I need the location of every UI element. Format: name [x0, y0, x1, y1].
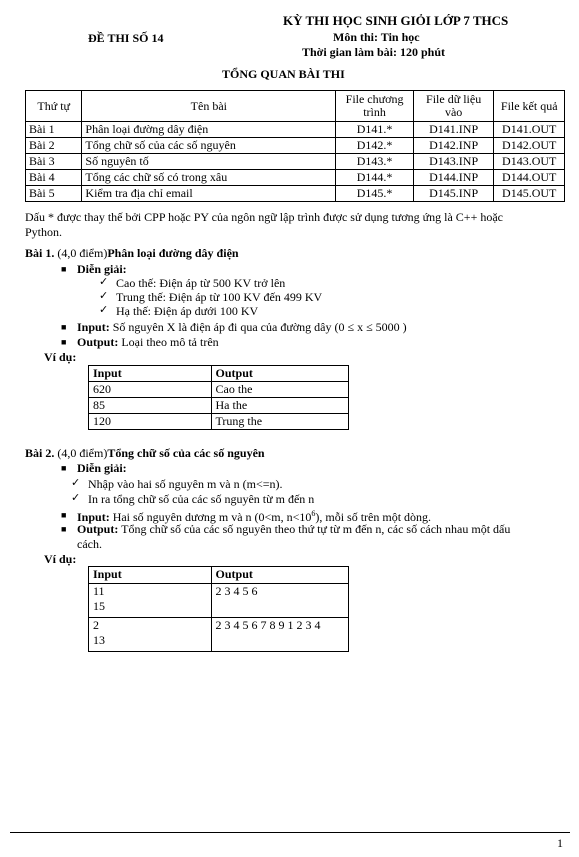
col-program-file: File chương trình [336, 91, 414, 122]
cell: Bài 2 [26, 138, 82, 154]
footer-rule [10, 832, 570, 833]
bai2-title: Tổng chữ số của các số nguyên [107, 446, 265, 460]
col-input: Input [89, 366, 212, 382]
bai2-input-text-end: ), mỗi số trên một dòng. [315, 510, 432, 524]
note-line-2: Python. [25, 225, 63, 239]
contest-title: KỲ THI HỌC SINH GIỎI LỚP 7 THCS [283, 13, 509, 28]
col-name: Tên bài [82, 91, 336, 122]
subject: Môn thi: Tin học [333, 30, 420, 44]
bullet-icon: ■ [61, 337, 67, 347]
bai1-output-label: Output: [77, 335, 119, 349]
cell: D144.* [336, 170, 414, 186]
cell: Bài 1 [26, 122, 82, 138]
cell: Cao the [211, 382, 348, 398]
cell: D141.OUT [494, 122, 565, 138]
bullet-icon: ■ [61, 322, 67, 332]
bai2-input-exponent: 6 [311, 509, 316, 518]
cell: D144.INP [413, 170, 494, 186]
input-line: 11 [93, 584, 105, 598]
bullet-icon: ■ [61, 524, 67, 534]
cell: 85 [89, 398, 212, 414]
bai1-heading [25, 246, 239, 260]
check-icon: ✓ [99, 276, 109, 288]
bai1-explain-item: Cao thế: Điện áp từ 500 KV trở lên [116, 276, 286, 290]
bai1-output-text: Loại theo mô tả trên [121, 335, 219, 349]
bai1-input [77, 320, 407, 334]
input-line: 2 [93, 618, 99, 632]
page-number: 1 [557, 836, 563, 850]
cell: Trung the [211, 414, 348, 430]
cell: 2 3 4 5 6 [211, 584, 348, 618]
example-header-row [89, 366, 349, 382]
cell: 620 [89, 382, 212, 398]
table-row [26, 170, 565, 186]
cell: Tổng các chữ số có trong xâu [82, 170, 336, 186]
cell: Ha the [211, 398, 348, 414]
table-row [89, 414, 349, 430]
cell: Kiểm tra địa chỉ email [82, 186, 336, 202]
cell: D145.* [336, 186, 414, 202]
overview-title: TỔNG QUAN BÀI THI [222, 67, 345, 81]
cell: D143.OUT [494, 154, 565, 170]
bai1-example-label: Ví dụ: [44, 350, 77, 364]
cell: D142.OUT [494, 138, 565, 154]
bai1-explain-item: Trung thế: Điện áp từ 100 KV đến 499 KV [116, 290, 323, 304]
col-output-file: File kết quả [494, 91, 565, 122]
overview-table [25, 90, 565, 202]
input-line: 13 [93, 633, 105, 647]
bai1-input-label: Input: [77, 320, 110, 334]
cell: 120 [89, 414, 212, 430]
col-output: Output [211, 567, 348, 584]
cell [89, 584, 212, 618]
cell: Số nguyên tố [82, 154, 336, 170]
bai1-explain-item: Hạ thế: Điện áp dưới 100 KV [116, 304, 259, 318]
bai2-example-label: Ví dụ: [44, 552, 77, 566]
cell: D145.INP [413, 186, 494, 202]
cell: Bài 5 [26, 186, 82, 202]
overview-header-row [26, 91, 565, 122]
cell: D144.OUT [494, 170, 565, 186]
table-row [89, 618, 349, 652]
cell: D141.INP [413, 122, 494, 138]
check-icon: ✓ [71, 492, 81, 504]
cell: D142.* [336, 138, 414, 154]
cell: D142.INP [413, 138, 494, 154]
time-limit: Thời gian làm bài: 120 phút [302, 45, 446, 59]
cell: Phân loại đường dây điện [82, 122, 336, 138]
bullet-icon: ■ [61, 463, 67, 473]
bai2-output-text-cont: cách. [77, 537, 102, 551]
cell: Tổng chữ số của các số nguyên [82, 138, 336, 154]
bai2-input-label: Input: [77, 510, 110, 524]
cell: Bài 4 [26, 170, 82, 186]
exam-number: ĐỀ THI SỐ 14 [88, 31, 164, 45]
cell [89, 618, 212, 652]
cell: D143.* [336, 154, 414, 170]
col-input-file: File dữ liệu vào [413, 91, 494, 122]
col-order: Thứ tự [26, 91, 82, 122]
table-row [89, 382, 349, 398]
col-input: Input [89, 567, 212, 584]
bai1-title: Phân loại đường dây điện [107, 246, 239, 260]
note-line-1: Dấu * được thay thế bởi CPP hoặc PY của ngôn ngữ lập trình được sử dụng tương ứng là C++ hoặc [25, 210, 503, 224]
bai2-output [77, 522, 510, 536]
table-row [89, 584, 349, 618]
bai2-label: Bài 2. [25, 446, 55, 460]
table-row [26, 186, 565, 202]
cell: D141.* [336, 122, 414, 138]
example-header-row [89, 567, 349, 584]
bai2-points: (4,0 điểm) [57, 446, 108, 460]
bullet-icon: ■ [61, 510, 67, 520]
bai2-explain-item: Nhập vào hai số nguyên m và n (m<=n). [88, 477, 283, 491]
table-row [89, 398, 349, 414]
cell: Bài 3 [26, 154, 82, 170]
bai1-points: (4,0 điểm) [57, 246, 108, 260]
bai2-example-table [88, 566, 349, 652]
bullet-icon: ■ [61, 264, 67, 274]
bai1-output [77, 335, 219, 349]
table-row [26, 138, 565, 154]
bai1-explain-label: Diễn giải: [77, 262, 127, 276]
input-line: 15 [93, 599, 105, 613]
bai1-input-text: Số nguyên X là điện áp đi qua của đường dây (0 ≤ x ≤ 5000 ) [112, 320, 407, 334]
cell: D145.OUT [494, 186, 565, 202]
table-row [26, 122, 565, 138]
bai2-output-label: Output: [77, 522, 119, 536]
bai2-output-text: Tổng chữ số của các số nguyên theo thứ tự từ m đến n, các số cách nhau một dấu [121, 522, 511, 536]
cell: D143.INP [413, 154, 494, 170]
bai2-explain-label: Diễn giải: [77, 461, 127, 475]
bai2-explain-item: In ra tổng chữ số của các số nguyên từ m đến n [88, 492, 315, 506]
cell: 2 3 4 5 6 7 8 9 1 2 3 4 [211, 618, 348, 652]
check-icon: ✓ [99, 290, 109, 302]
bai2-heading [25, 446, 265, 460]
check-icon: ✓ [71, 477, 81, 489]
col-output: Output [211, 366, 348, 382]
table-row [26, 154, 565, 170]
bai2-input-text: Hai số nguyên dương m và n (0<m, n<10 [112, 510, 312, 524]
bai1-example-table [88, 365, 349, 430]
bai1-label: Bài 1. [25, 246, 55, 260]
check-icon: ✓ [99, 304, 109, 316]
